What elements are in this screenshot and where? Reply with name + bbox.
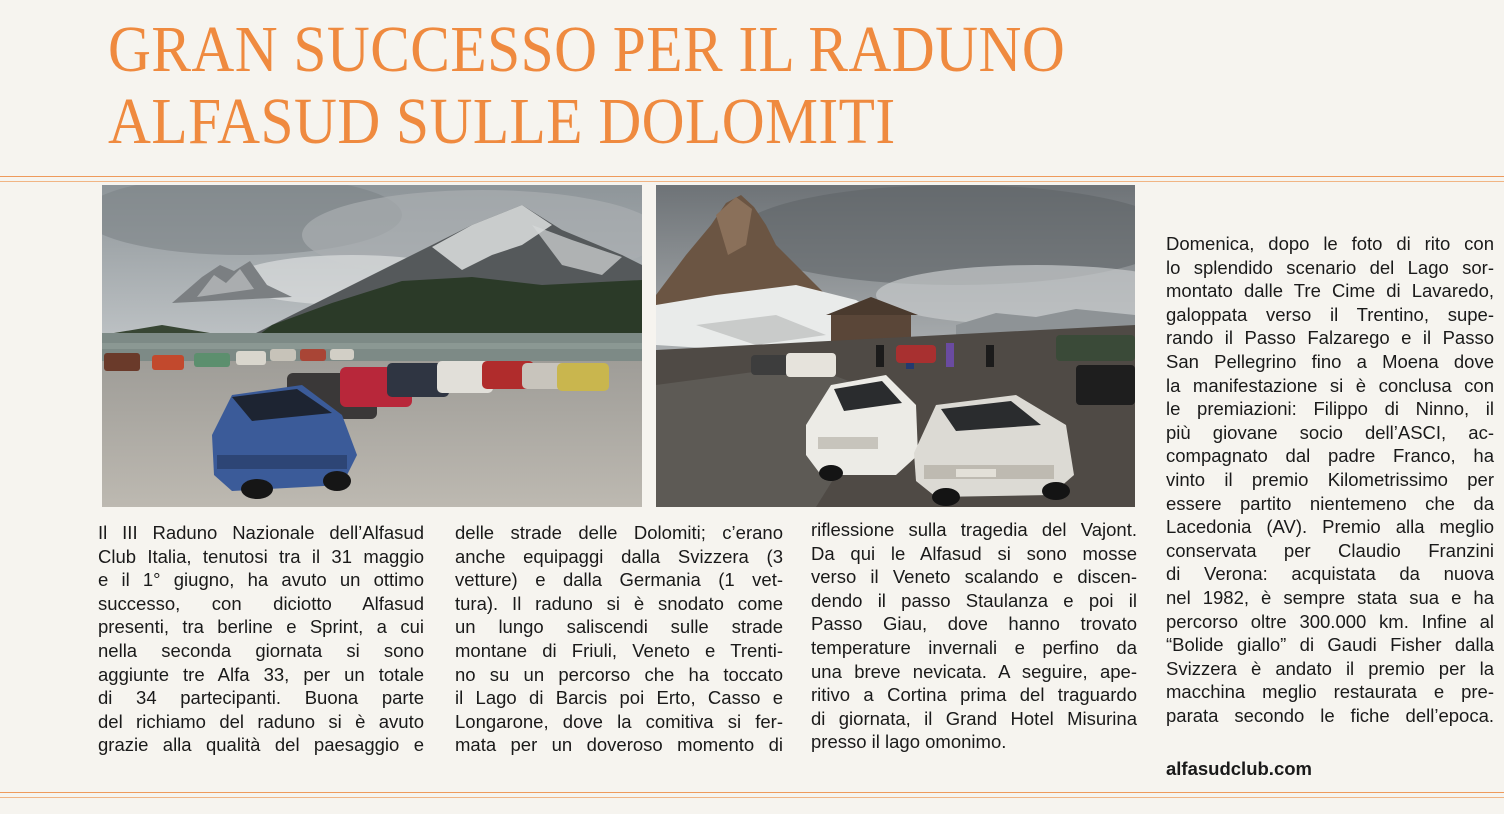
text-line: ritivo a Cortina prima del traguardo xyxy=(811,684,1137,706)
text-line: nel 1982, è sempre stata sua e ha xyxy=(1166,586,1494,608)
title-line-2: ALFASUD SULLE DOLOMITI xyxy=(108,85,896,158)
text-line: tura). Il raduno si è snodato come xyxy=(455,592,783,614)
text-line: grazie alla qualità del paesaggio e xyxy=(98,734,424,756)
text-line: essere partito nientemeno che da xyxy=(1166,492,1494,514)
photo-mountain-pass xyxy=(656,185,1135,507)
text-line: di Verona: acquistata da nuova xyxy=(1166,563,1494,585)
text-line: un lungo saliscendi sulle strade xyxy=(455,616,783,638)
photo-cars-at-lake xyxy=(102,185,642,507)
text-line: “Bolide giallo” di Gaudi Fisher dalla xyxy=(1166,634,1494,656)
text-line: conservata per Claudio Franzini xyxy=(1166,539,1494,561)
text-line: dendo il passo Staulanza e poi il xyxy=(811,589,1137,611)
text-line: presenti, tra berline e Sprint, a cui xyxy=(98,616,424,638)
text-line: temperature invernali e perfino da xyxy=(811,636,1137,658)
text-line: galoppata verso il Trentino, supe- xyxy=(1166,303,1494,325)
text-line: le premiazioni: Filippo di Ninno, il xyxy=(1166,398,1494,420)
article-column-3 xyxy=(811,518,1137,754)
text-line: di giornata, il Grand Hotel Misurina xyxy=(811,707,1137,729)
text-line: compagnato dal padre Franco, ha xyxy=(1166,445,1494,467)
text-line: la manifestazione si è conclusa con xyxy=(1166,374,1494,396)
text-line: Svizzera è andato il premio per la xyxy=(1166,657,1494,679)
text-line: riflessione sulla tragedia del Vajont. xyxy=(811,519,1137,540)
article-title xyxy=(108,14,1065,158)
text-line: più giovane socio dell’ASCI, ac- xyxy=(1166,421,1494,443)
website-link[interactable]: alfasudclub.com xyxy=(1166,758,1312,779)
text-line: mata per un doveroso momento di xyxy=(455,734,783,756)
text-line: no su un percorso che ha toccato xyxy=(455,663,783,685)
article-column-4 xyxy=(1166,232,1494,727)
text-line: Passo Giau, dove hanno trovato xyxy=(811,613,1137,635)
text-line: e il 1° giugno, ha avuto un ottimo xyxy=(98,569,424,591)
article-column-1 xyxy=(98,521,424,757)
top-rule xyxy=(0,176,1504,177)
text-line: rando il Passo Falzarego e il Passo xyxy=(1166,327,1494,349)
text-line: delle strade delle Dolomiti; c’erano xyxy=(455,522,783,543)
text-line: vinto il premio Kilometrissimo per xyxy=(1166,468,1494,490)
text-line: anche equipaggi dalla Svizzera (3 xyxy=(455,545,783,567)
text-line: macchina meglio restaurata e pre- xyxy=(1166,681,1494,703)
text-line: San Pellegrino fino a Moena dove xyxy=(1166,350,1494,372)
text-line: Club Italia, tenutosi tra il 31 maggio xyxy=(98,545,424,567)
text-line: di 34 partecipanti. Buona parte xyxy=(98,687,424,709)
bottom-rule xyxy=(0,792,1504,793)
bottom-rule-thin xyxy=(0,797,1504,798)
text-line: lo splendido scenario del Lago sor- xyxy=(1166,256,1494,278)
text-line: vetture) e dalla Germania (1 vet- xyxy=(455,569,783,591)
text-line: il Lago di Barcis poi Erto, Casso e xyxy=(455,687,783,709)
title-line-1: GRAN SUCCESSO PER IL RADUNO xyxy=(108,13,1066,86)
text-line: Longarone, dove la comitiva si fer- xyxy=(455,710,783,732)
text-line: montato dalle Tre Cime di Lavaredo, xyxy=(1166,280,1494,302)
text-line: presso il lago omonimo. xyxy=(811,731,1007,753)
text-line: verso il Veneto scalando e discen- xyxy=(811,566,1137,588)
text-line: montane di Friuli, Veneto e Trenti- xyxy=(455,639,783,661)
text-line: Il III Raduno Nazionale dell’Alfasud xyxy=(98,522,424,543)
text-line: nella seconda giornata si sono xyxy=(98,639,424,661)
text-line: parata secondo le fiche dell’epoca. xyxy=(1166,704,1494,726)
text-line: Lacedonia (AV). Premio alla meglio xyxy=(1166,516,1494,538)
text-line: del richiamo del raduno si è avuto xyxy=(98,710,424,732)
text-line: una breve nevicata. A seguire, ape- xyxy=(811,660,1137,682)
top-rule-thin xyxy=(0,181,1504,182)
text-line: Domenica, dopo le foto di rito con xyxy=(1166,233,1494,254)
text-line: percorso oltre 300.000 km. Infine al xyxy=(1166,610,1494,632)
text-line: aggiunte tre Alfa 33, per un totale xyxy=(98,663,424,685)
text-line: successo, con diciotto Alfasud xyxy=(98,592,424,614)
article-column-2 xyxy=(455,521,783,757)
text-line: Da qui le Alfasud si sono mosse xyxy=(811,542,1137,564)
